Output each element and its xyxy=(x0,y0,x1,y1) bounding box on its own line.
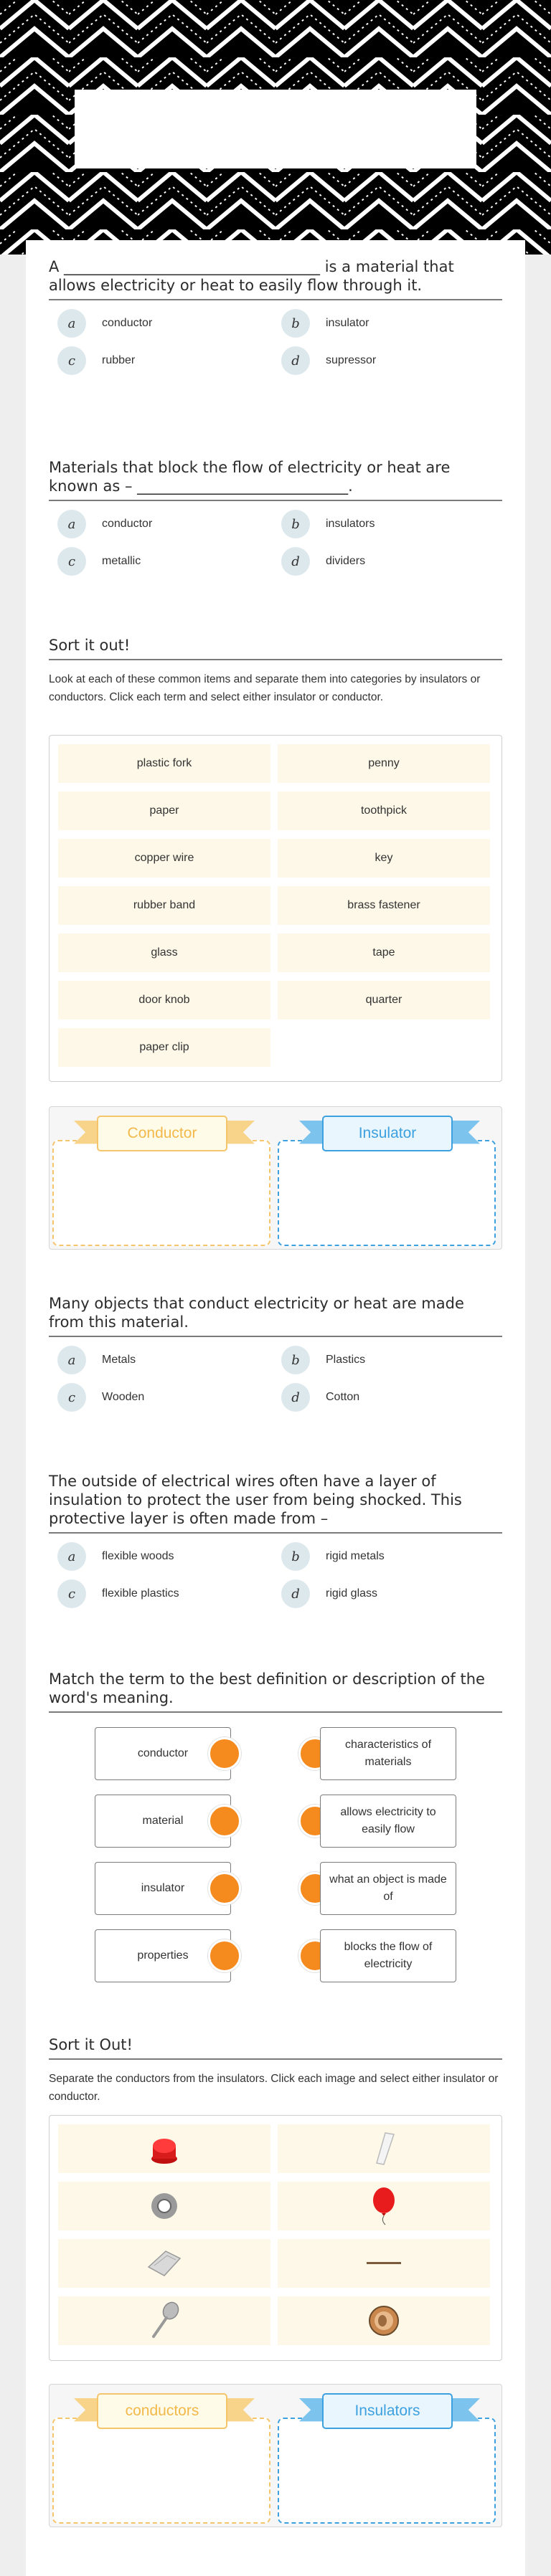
sort-section-2 xyxy=(49,2035,502,2106)
choice-badge: d xyxy=(281,547,310,576)
sort-item[interactable]: rubber band xyxy=(58,886,270,925)
sort-images-box xyxy=(49,2115,502,2361)
choice-badge: c xyxy=(57,346,86,375)
match-definition[interactable]: blocks the flow of electricity xyxy=(320,1929,456,1982)
match-term[interactable]: material xyxy=(95,1795,231,1848)
sort-item[interactable]: key xyxy=(278,839,490,878)
match-term[interactable]: properties xyxy=(95,1929,231,1982)
choice-label: flexible plastics xyxy=(102,1587,179,1600)
metal-spoon-icon xyxy=(146,2301,182,2341)
choice-label: insulator xyxy=(326,317,369,329)
sort-image-item[interactable] xyxy=(278,2124,490,2173)
sort-item[interactable]: tape xyxy=(278,933,490,972)
choice-a[interactable] xyxy=(57,510,152,538)
choice-badge: b xyxy=(281,1346,310,1374)
divider xyxy=(49,2058,502,2060)
choice-label: Metals xyxy=(102,1354,136,1366)
choice-c[interactable] xyxy=(57,1383,144,1412)
paper-strip-icon xyxy=(369,2130,398,2167)
divider xyxy=(49,1711,502,1713)
question-3-title: Many objects that conduct electricity or heat are made from this material. xyxy=(49,1295,464,1331)
choice-badge: c xyxy=(57,547,86,576)
divider xyxy=(49,299,502,300)
choice-badge: c xyxy=(57,1579,86,1608)
match-definition[interactable]: what an object is made of xyxy=(320,1862,456,1915)
header-banner xyxy=(0,0,551,255)
match-handle-left[interactable] xyxy=(208,1939,241,1972)
section-heading: Sort it Out! xyxy=(49,2036,133,2053)
worksheet-card xyxy=(26,240,525,2576)
choice-badge: b xyxy=(281,510,310,538)
question-1 xyxy=(49,257,502,375)
choice-badge: d xyxy=(281,1579,310,1608)
match-definition[interactable]: allows electricity to easily flow xyxy=(320,1795,456,1848)
choice-b[interactable] xyxy=(281,1542,385,1571)
sort-item[interactable]: brass fastener xyxy=(278,886,490,925)
wire-icon xyxy=(364,2256,404,2271)
choice-badge: b xyxy=(281,309,310,338)
sort-bins-1 xyxy=(49,1106,502,1250)
choice-b[interactable] xyxy=(281,309,369,338)
sort-bins-2 xyxy=(49,2384,502,2527)
penny-coin-icon xyxy=(366,2303,402,2339)
choice-badge: a xyxy=(57,309,86,338)
insulator-bin[interactable] xyxy=(278,1140,496,1246)
sort-section-1 xyxy=(49,636,502,706)
sort-item[interactable]: quarter xyxy=(278,981,490,1020)
divider xyxy=(49,500,502,501)
choice-label: Wooden xyxy=(102,1391,145,1403)
conductors-bin[interactable] xyxy=(52,2418,270,2524)
choice-badge: a xyxy=(57,510,86,538)
choice-badge: c xyxy=(57,1383,86,1412)
sort-item[interactable]: penny xyxy=(278,744,490,783)
insulator-label: Insulator xyxy=(322,1116,453,1151)
sort-image-item[interactable] xyxy=(58,2296,270,2345)
title-box xyxy=(75,90,476,168)
choice-badge: a xyxy=(57,1346,86,1374)
choice-label: conductor xyxy=(102,317,153,329)
choice-d[interactable] xyxy=(281,1383,359,1412)
choice-label: metallic xyxy=(102,555,141,567)
sort-item[interactable]: toothpick xyxy=(278,792,490,830)
choice-label: Plastics xyxy=(326,1354,366,1366)
choice-d[interactable] xyxy=(281,346,376,375)
choice-label: rigid metals xyxy=(326,1550,385,1562)
instructions: Look at each of these common items and separate them into categories by insulators or conductors. Click each term and select either insulator or conductor. xyxy=(49,673,481,703)
choice-c[interactable] xyxy=(57,346,135,375)
choice-label: dividers xyxy=(326,555,366,567)
sort-image-item[interactable] xyxy=(278,2296,490,2345)
sort-item[interactable]: plastic fork xyxy=(58,744,270,783)
choice-b[interactable] xyxy=(281,510,375,538)
sort-item[interactable]: copper wire xyxy=(58,839,270,878)
choice-label: flexible woods xyxy=(102,1550,174,1562)
conductor-bin[interactable] xyxy=(52,1140,270,1246)
choice-a[interactable] xyxy=(57,1346,136,1374)
question-2-title: Materials that block the flow of electricity or heat are known as – ____________________________. xyxy=(49,459,451,495)
match-term[interactable]: conductor xyxy=(95,1727,231,1780)
question-1-title: A __________________________________ is a material that allows electricity or heat to easily flow through it. xyxy=(49,258,454,294)
choice-label: insulators xyxy=(326,518,375,530)
match-handle-left[interactable] xyxy=(208,1805,241,1838)
divider xyxy=(49,1336,502,1337)
section-heading: Sort it out! xyxy=(49,637,131,654)
sort-image-item[interactable] xyxy=(58,2124,270,2173)
tape-roll-icon xyxy=(146,2188,182,2224)
conductors-label: conductors xyxy=(97,2393,227,2429)
match-handle-left[interactable] xyxy=(208,1737,241,1770)
instructions: Separate the conductors from the insulators. Click each image and select either insulator or conductor. xyxy=(49,2073,499,2103)
choice-label: conductor xyxy=(102,518,153,530)
matching-title: Match the term to the best definition or description of the word's meaning. xyxy=(49,1670,485,1706)
conductor-label: Conductor xyxy=(97,1116,227,1151)
red-balloon-icon xyxy=(369,2186,398,2226)
choice-d[interactable] xyxy=(281,547,365,576)
choice-label: Cotton xyxy=(326,1391,360,1403)
match-handle-left[interactable] xyxy=(208,1872,241,1905)
match-definition[interactable]: characteristics of materials xyxy=(320,1727,456,1780)
question-4-title: The outside of electrical wires often have a layer of insulation to protect the user from being shocked. This protective layer is often made from – xyxy=(49,1473,462,1527)
choice-badge: a xyxy=(57,1542,86,1571)
choice-badge: d xyxy=(281,1383,310,1412)
choice-c[interactable] xyxy=(57,1579,179,1608)
sort-item[interactable]: paper clip xyxy=(58,1028,270,1067)
sort-image-item[interactable] xyxy=(278,2182,490,2230)
choice-a[interactable] xyxy=(57,1542,174,1571)
question-3 xyxy=(49,1294,502,1412)
choice-a[interactable] xyxy=(57,309,152,338)
sort-image-item[interactable] xyxy=(58,2182,270,2230)
question-2 xyxy=(49,458,502,576)
sort-item[interactable]: door knob xyxy=(58,981,270,1020)
match-term[interactable]: insulator xyxy=(95,1862,231,1915)
matching-section xyxy=(49,1670,502,1713)
choice-label: rubber xyxy=(102,354,136,366)
red-button-icon xyxy=(147,2130,182,2167)
sort-image-item[interactable] xyxy=(278,2239,490,2288)
divider xyxy=(49,659,502,660)
question-4 xyxy=(49,1472,502,1608)
sort-items-box xyxy=(49,735,502,1082)
sort-item[interactable]: paper xyxy=(58,792,270,830)
divider xyxy=(49,1532,502,1534)
choice-badge: d xyxy=(281,346,310,375)
insulators-bin[interactable] xyxy=(278,2418,496,2524)
insulators-label: Insulators xyxy=(322,2393,453,2429)
choice-d[interactable] xyxy=(281,1579,377,1608)
choice-label: supressor xyxy=(326,354,377,366)
choice-label: rigid glass xyxy=(326,1587,378,1600)
sort-item[interactable]: glass xyxy=(58,933,270,972)
choice-c[interactable] xyxy=(57,547,141,576)
choice-badge: b xyxy=(281,1542,310,1571)
sort-image-item[interactable] xyxy=(58,2239,270,2288)
aluminum-foil-icon xyxy=(144,2247,184,2280)
choice-b[interactable] xyxy=(281,1346,365,1374)
